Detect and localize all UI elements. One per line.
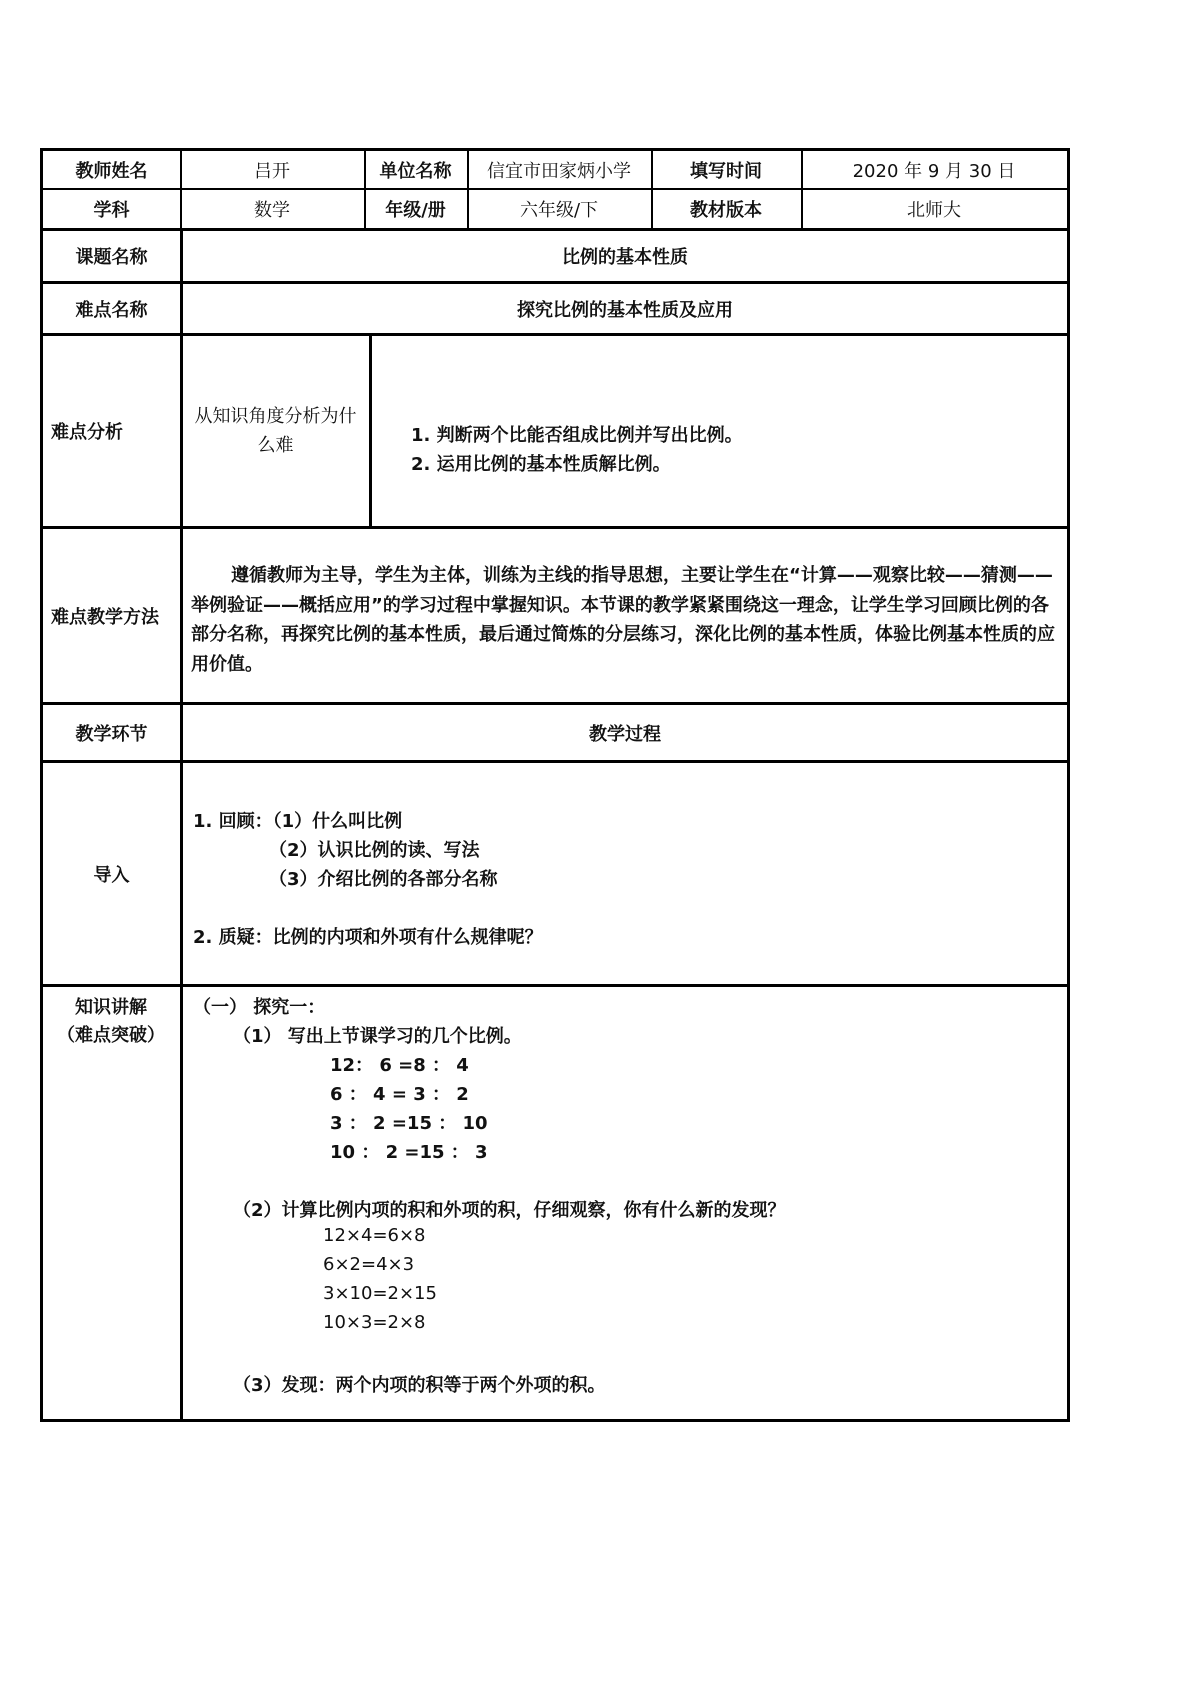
analysis-point-1: 1. 判断两个比能否组成比例并写出比例。: [411, 425, 743, 446]
ratio-2: 6 ： 4 = 3 ： 2: [330, 1084, 469, 1105]
ratio-4: 10 ： 2 =15 ： 3: [330, 1142, 488, 1163]
analysis-row: [40, 333, 1070, 526]
knowledge-label-line-2: （难点突破）: [57, 1025, 165, 1046]
process-header-row: [40, 702, 1070, 760]
knowledge-step-2: （2）计算比例内项的积和外项的积，仔细观察，你有什么新的发现？: [233, 1200, 786, 1221]
edition-value: 北师大: [907, 200, 961, 221]
grade-value: 六年级/下: [519, 200, 599, 221]
analysis-sub-label-text: 从知识角度分析为什么难: [194, 406, 357, 456]
intro-row: [40, 760, 1070, 984]
subject-value: 数学: [254, 200, 290, 221]
knowledge-step-1: （1） 写出上节课学习的几个比例。: [233, 1026, 522, 1047]
topic-row: [40, 228, 1070, 281]
method-label: 难点教学方法: [51, 606, 159, 628]
product-3: 3×10=2×15: [323, 1283, 437, 1304]
intro-line-3: （3）介绍比例的各部分名称: [269, 869, 498, 890]
difficulty-row: [40, 281, 1070, 333]
analysis-point-2: 2. 运用比例的基本性质解比例。: [411, 454, 671, 475]
analysis-label: 难点分析: [51, 422, 123, 443]
intro-line-4: 2. 质疑：比例的内项和外项有什么规律呢？: [193, 927, 543, 948]
fill-date-label: 填写时间: [690, 160, 762, 182]
intro-label: 导入: [93, 864, 130, 886]
topic-value: 比例的基本性质: [562, 247, 688, 268]
subject-label: 学科: [93, 200, 130, 221]
intro-line-2: （2）认识比例的读、写法: [269, 840, 480, 861]
knowledge-heading: （一） 探究一：: [193, 997, 326, 1018]
teacher-name-value: 吕开: [254, 160, 290, 182]
method-row: [40, 526, 1070, 702]
unit-name-value: 信宜市田家炳小学: [487, 160, 631, 182]
method-paragraph: 遵循教师为主导，学生为主体，训练为主线的指导思想，主要让学生在“计算——观察比较——猜测——举例验证——概括应用”的学习过程中掌握知识。本节课的教学紧紧围绕这一理念，让学生学习回顾比例的各部分名称，再探究比例的基本性质，最后通过简炼的分层练习，深化比例的基本性质，体验比例基本性质的应用价值。: [191, 565, 1055, 675]
product-1: 12×4=6×8: [323, 1225, 426, 1246]
ratio-1: 12： 6 =8 ： 4: [330, 1055, 469, 1076]
intro-line-1: 1. 回顾：（1）什么叫比例: [193, 811, 403, 832]
knowledge-label-line-1: 知识讲解: [75, 997, 147, 1018]
knowledge-step-3: （3）发现：两个内项的积等于两个外项的积。: [233, 1375, 606, 1396]
process-step-label: 教学环节: [75, 723, 148, 745]
topic-label: 课题名称: [75, 247, 148, 268]
product-4: 10×3=2×8: [323, 1312, 426, 1333]
unit-name-label: 单位名称: [379, 160, 452, 182]
product-2: 6×2=4×3: [323, 1254, 415, 1275]
teacher-name-label: 教师姓名: [75, 160, 148, 182]
difficulty-value: 探究比例的基本性质及应用: [517, 299, 733, 321]
ratio-3: 3 ： 2 =15 ： 10: [330, 1113, 488, 1134]
grade-label: 年级/册: [385, 200, 446, 221]
edition-label: 教材版本: [690, 200, 762, 221]
difficulty-label: 难点名称: [75, 299, 148, 321]
fill-date-value: 2020 年 9 月 30 日: [852, 160, 1016, 182]
header-row-1: [40, 148, 1070, 188]
header-row-2: [40, 188, 1070, 228]
process-label: 教学过程: [589, 723, 661, 745]
lesson-plan-table: [40, 148, 1070, 1422]
analysis-sub-label: [183, 336, 368, 526]
knowledge-row: [40, 984, 1070, 1422]
